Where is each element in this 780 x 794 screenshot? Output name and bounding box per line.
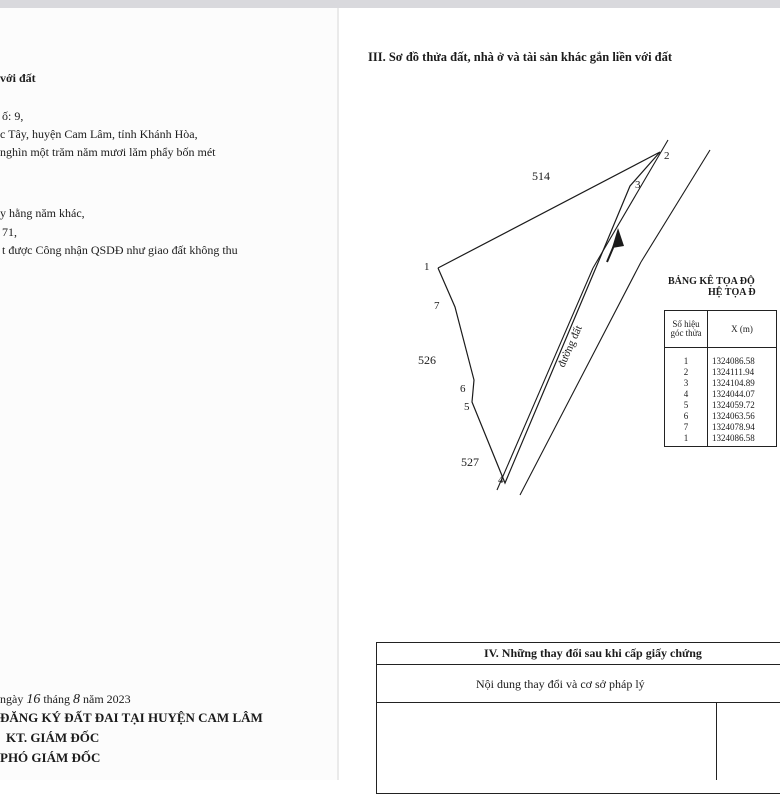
- table-row: [665, 389, 777, 400]
- vertex-1-label: 1: [424, 261, 430, 273]
- date-suffix: năm 2023: [83, 692, 131, 706]
- row-point: 7: [665, 422, 708, 433]
- row-point: 5: [665, 400, 708, 411]
- table-row: [665, 433, 777, 447]
- table-row: [665, 422, 777, 433]
- row-point: 1: [665, 348, 708, 368]
- date-middle: tháng: [43, 692, 70, 706]
- vertex-6-label: 6: [460, 383, 466, 395]
- kt-title: KT. GIÁM ĐỐC: [6, 730, 100, 745]
- date-day: 16: [26, 692, 41, 707]
- road-edge-left: [593, 140, 668, 268]
- vertex-2-label: 2: [664, 150, 670, 162]
- road-edge-right: [641, 150, 710, 262]
- vertex-3-label: 3: [635, 179, 641, 191]
- row-x: 1324111.94: [708, 367, 777, 378]
- left-page: [0, 8, 338, 780]
- changes-column-header: Nội dung thay đổi và cơ sở pháp lý: [476, 677, 645, 691]
- table-row: [665, 367, 777, 378]
- coord-table-subtitle: HỆ TỌA Đ: [708, 287, 756, 298]
- parcel-514-label: 514: [532, 169, 550, 183]
- vertex-7-label: 7: [434, 300, 440, 312]
- row-point: 4: [665, 389, 708, 400]
- row-x: 1324086.58: [708, 433, 777, 447]
- row-point: 6: [665, 411, 708, 422]
- parcel-526-label: 526: [418, 353, 436, 367]
- section4-title: IV. Những thay đổi sau khi cấp giấy chứng: [484, 646, 702, 660]
- left-line-4: y hằng năm khác,: [0, 206, 85, 220]
- left-line-3: nghìn một trăm năm mươi lăm phẩy bốn mét: [0, 145, 216, 159]
- row-x: 1324104.89: [708, 378, 777, 389]
- table-row: [665, 411, 777, 422]
- signing-date: [0, 692, 131, 707]
- coord-table-title: BẢNG KÊ TỌA ĐỘ: [668, 276, 755, 287]
- row-x: 1324063.56: [708, 411, 777, 422]
- left-line-6: t được Công nhận QSDĐ như giao đất không thu: [2, 243, 238, 257]
- road-arrow-shaft: [607, 236, 618, 262]
- parcel-boundary: [438, 152, 660, 483]
- vertex-5-label: 5: [464, 401, 470, 413]
- table-row: [665, 400, 777, 411]
- left-line-2: c Tây, huyện Cam Lâm, tỉnh Khánh Hòa,: [0, 127, 198, 141]
- row-x: 1324059.72: [708, 400, 777, 411]
- row-x: 1324044.07: [708, 389, 777, 400]
- col-header-point: Số hiệu góc thửa: [665, 311, 708, 348]
- table-row: [665, 378, 777, 389]
- coordinate-table: [664, 310, 777, 447]
- deputy-title: PHÓ GIÁM ĐỐC: [0, 750, 101, 765]
- office-name: ĐĂNG KÝ ĐẤT ĐAI TẠI HUYỆN CAM LÂM: [0, 710, 263, 725]
- changes-column-divider: [716, 702, 717, 780]
- parcel-527-label: 527: [461, 455, 479, 469]
- row-point: 1: [665, 433, 708, 447]
- road-edge-left-2: [497, 268, 593, 490]
- col-header-x: X (m): [708, 311, 777, 348]
- row-x: 1324078.94: [708, 422, 777, 433]
- table-row: [665, 348, 777, 368]
- left-heading: với đất: [0, 71, 36, 85]
- row-point: 2: [665, 367, 708, 378]
- section3-title: III. Sơ đồ thửa đất, nhà ở và tài sản khác gắn liền với đất: [368, 50, 673, 64]
- viewer-top-bar: [0, 0, 780, 8]
- road-name-label: đường đất: [555, 323, 585, 370]
- left-line-1: ố: 9,: [2, 109, 24, 123]
- date-prefix: ngày: [0, 692, 24, 706]
- row-point: 3: [665, 378, 708, 389]
- date-month: 8: [73, 692, 80, 707]
- vertex-4-label: 4: [498, 474, 504, 486]
- left-line-5: 71,: [2, 225, 17, 239]
- row-x: 1324086.58: [708, 348, 777, 368]
- page-fold: [337, 8, 339, 780]
